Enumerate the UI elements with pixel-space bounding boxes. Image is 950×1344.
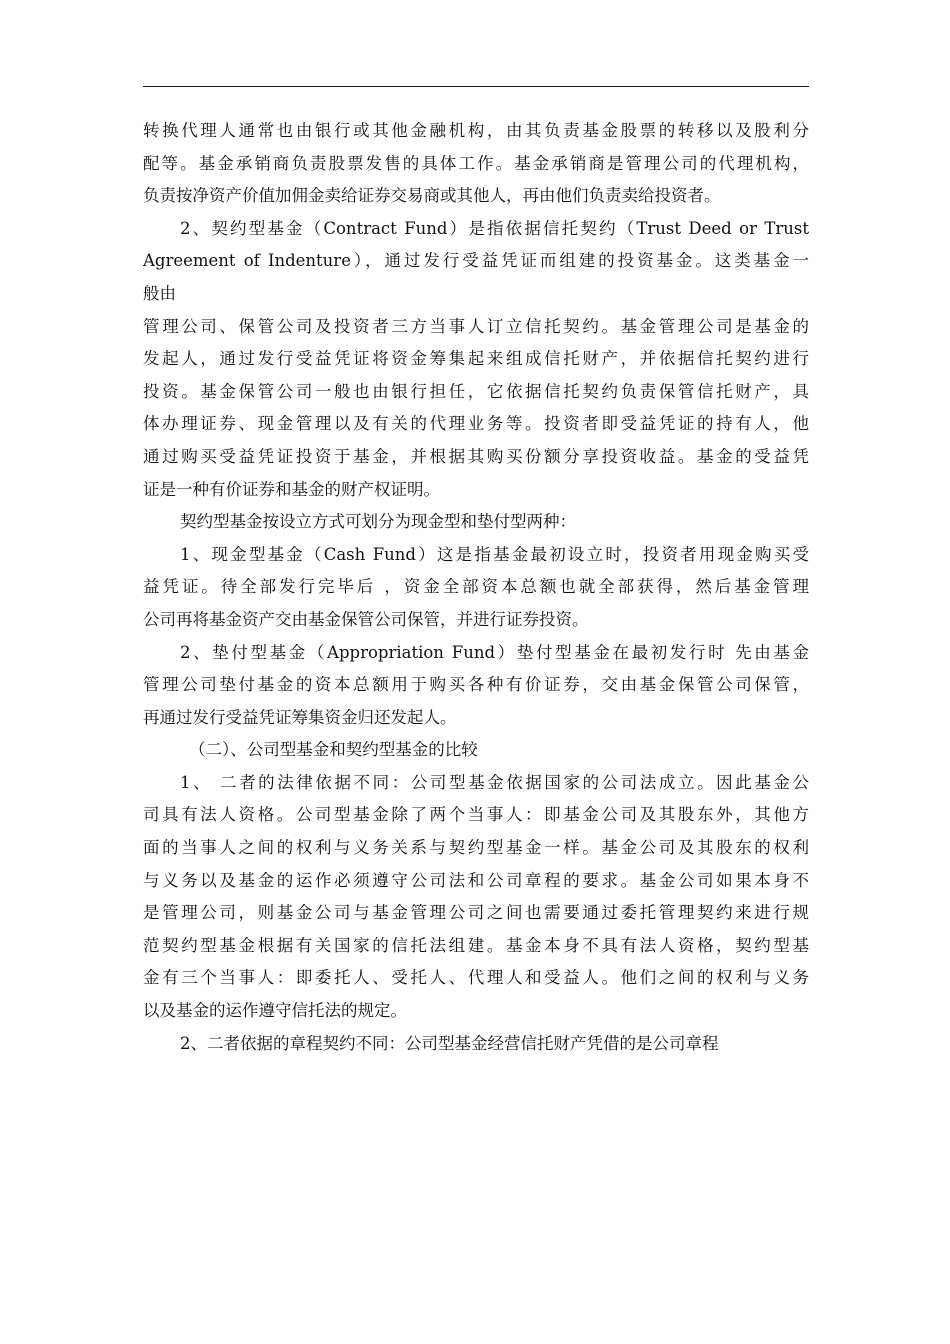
text-line: 般由 xyxy=(143,283,176,303)
text-line: 转换代理人通常也由银行或其他金融机构，由其负责基金股票的转移以及股利分 xyxy=(143,121,809,140)
text-line: 负责按净资产价值加佣金卖给证券交易商或其他人，再由他们负责卖给投资者。 xyxy=(143,186,721,206)
text-line: 是管理公司，则基金公司与基金管理公司之间也需要通过委托管理契约来进行规 xyxy=(143,903,809,923)
text-line: 再通过发行受益凭证筹集资金归还发起人。 xyxy=(143,707,457,727)
text-line: 公司再将基金资产交由基金保管公司保管，并进行证券投资。 xyxy=(143,609,589,629)
text-line: Agreement of Indenture），通过发行受益凭证而组建的投资基金。这类基金一 xyxy=(143,251,809,271)
text-line: 2、垫付型基金（Appropriation Fund）垫付型基金在最初发行时 先由基金 xyxy=(180,642,809,662)
text-line: 范契约型基金根据有关国家的信托法组建。基金本身不具有法人资格，契约型基 xyxy=(143,935,809,955)
text-line: 发起人，通过发行受益凭证将资金筹集起来组成信托财产，并依据信托契约进行 xyxy=(143,349,809,369)
text-line: 管理公司垫付基金的资本总额用于购买各种有价证券，交由基金保管公司保管， xyxy=(143,675,809,695)
text-line: 面的当事人之间的权利与义务关系与契约型基金一样。基金公司及其股东的权利 xyxy=(143,838,809,858)
text-line: 2、契约型基金（Contract Fund）是指依据信托契约（Trust Deed or Trust xyxy=(180,218,809,238)
text-line: 1、 二者的法律依据不同：公司型基金依据国家的公司法成立。因此基金公 xyxy=(180,772,809,792)
text-line: 体办理证券、现金管理以及有关的代理业务等。投资者即受益凭证的持有人，他 xyxy=(143,414,809,434)
text-line: 与义务以及基金的运作必须遵守公司法和公司章程的要求。基金公司如果本身不 xyxy=(143,870,809,890)
text-line: 投资。基金保管公司一般也由银行担任，它依据信托契约负责保管信托财产，具 xyxy=(143,381,809,401)
text-line: 通过购买受益凭证投资于基金，并根据其购买份额分享投资收益。基金的受益凭 xyxy=(143,446,809,466)
header-rule xyxy=(143,86,809,87)
text-line: 契约型基金按设立方式可划分为现金型和垫付型两种： xyxy=(180,512,576,532)
document-body xyxy=(143,115,809,1060)
text-line: 金有三个当事人：即委托人、受托人、代理人和受益人。他们之间的权利与义务 xyxy=(143,968,809,988)
text-line: 2、二者依据的章程契约不同：公司型基金经营信托财产凭借的是公司章程 xyxy=(180,1033,719,1053)
text-line: 配等。基金承销商负责股票发售的具体工作。基金承销商是管理公司的代理机构， xyxy=(143,153,809,173)
text-line: 益凭证。待全部发行完毕后 ，资金全部资本总额也就全部获得，然后基金管理 xyxy=(143,577,809,597)
text-line: 司具有法人资格。公司型基金除了两个当事人：即基金公司及其股东外，其他方 xyxy=(143,805,809,825)
text-line: 以及基金的运作遵守信托法的规定。 xyxy=(143,1001,407,1021)
text-line: 1、现金型基金（Cash Fund）这是指基金最初设立时，投资者用现金购买受 xyxy=(180,544,809,564)
text-line: 证是一种有价证券和基金的财产权证明。 xyxy=(143,479,440,499)
text-line: 管理公司、保管公司及投资者三方当事人订立信托契约。基金管理公司是基金的 xyxy=(143,316,809,336)
text-line: （二）、公司型基金和契约型基金的比较 xyxy=(189,740,478,760)
